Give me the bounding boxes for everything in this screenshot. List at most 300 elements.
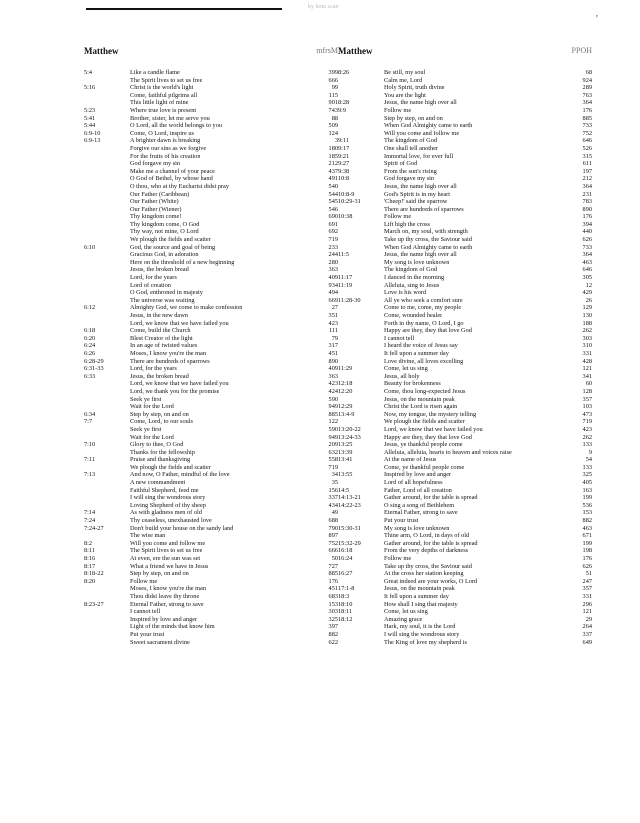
hymn-number: 12 xyxy=(585,281,592,289)
hymn-title: Eternal Father, strong to save xyxy=(384,509,458,517)
hymn-title: The King of love my shepherd is xyxy=(384,638,467,646)
index-row xyxy=(84,106,347,115)
scripture-ref: 10:8 xyxy=(338,175,350,183)
index-row xyxy=(84,578,344,586)
hymn-number: 544 xyxy=(328,190,338,198)
hymn-number: 690 xyxy=(328,213,338,221)
hymn-number: 719 xyxy=(328,463,338,471)
scripture-ref: 8:11 xyxy=(84,547,95,555)
index-row xyxy=(84,631,344,639)
hymn-number: 185 xyxy=(328,152,338,160)
hymn-title: Almighty God, we come to make confession xyxy=(130,304,243,312)
index-row xyxy=(84,289,344,297)
hymn-number: 901 xyxy=(328,99,338,107)
index-row xyxy=(338,532,598,540)
hymn-number: 666 xyxy=(328,76,338,84)
hymn-title: One shall tell another xyxy=(384,144,439,152)
hymn-title: Alleluia, sing to Jesus xyxy=(384,281,440,289)
hymn-number: 752 xyxy=(582,129,592,137)
index-row xyxy=(338,456,598,464)
hymn-title: Where true love is present xyxy=(130,106,197,114)
index-row xyxy=(84,160,344,168)
hymn-title: Our Father (Caribbean) xyxy=(130,190,190,198)
hymn-number: 590 xyxy=(328,425,338,433)
index-row xyxy=(338,213,598,221)
scripture-ref: 9:11 xyxy=(338,137,349,145)
index-row xyxy=(338,168,598,176)
hymn-number: 540 xyxy=(328,182,338,190)
index-row xyxy=(338,206,598,214)
hymn-number: 882 xyxy=(582,517,592,525)
scripture-ref: 7:13 xyxy=(84,471,96,479)
hymn-title: Don't build your house on the sandy land xyxy=(130,524,234,532)
hymn-number: 212 xyxy=(328,160,338,168)
hymn-title: Jesus, the name high over all xyxy=(384,99,457,107)
hymn-title: In an age of twisted values xyxy=(130,342,198,350)
hymn-number: 423 xyxy=(328,380,338,388)
hymn-number: 949 xyxy=(328,403,338,411)
hymn-number: 337 xyxy=(582,630,592,638)
hymn-number: 885 xyxy=(328,410,338,418)
hymn-title: Follow me xyxy=(130,577,158,585)
hymn-number: 399 xyxy=(328,69,338,76)
hymn-number: 176 xyxy=(582,213,592,221)
scripture-ref: 6:24 xyxy=(84,342,96,350)
scripture-ref: 5:41 xyxy=(84,114,96,122)
hymn-number: 244 xyxy=(328,251,338,259)
index-row xyxy=(338,487,598,495)
index-row xyxy=(338,77,598,85)
scripture-ref: 13:24-33 xyxy=(338,433,361,441)
index-row xyxy=(84,532,344,540)
hymn-number: 156 xyxy=(328,486,338,494)
hymn-title: Be still, my soul xyxy=(384,69,426,76)
index-row xyxy=(84,555,344,563)
hymn-title: God, the source and goal of being xyxy=(130,243,216,251)
hymn-number: 231 xyxy=(582,190,592,198)
hymn-number: 163 xyxy=(582,486,592,494)
scripture-ref: 7:10 xyxy=(84,441,96,449)
hymn-title: Lord, we know that we have failed you xyxy=(130,380,229,388)
index-row xyxy=(338,509,598,517)
index-row xyxy=(338,623,598,631)
hymn-number: 611 xyxy=(582,160,592,168)
index-row xyxy=(338,266,598,274)
hymn-number: 491 xyxy=(328,175,338,183)
left-column-header xyxy=(84,46,344,62)
scripture-ref: 8:20 xyxy=(84,577,96,585)
index-row xyxy=(338,616,598,624)
index-row xyxy=(338,153,598,161)
hymn-title: Wait for the Lord xyxy=(130,403,174,411)
index-row xyxy=(338,441,598,449)
index-row xyxy=(84,198,344,206)
hymn-number: 310 xyxy=(582,342,592,350)
hymn-title: Come, let us sing xyxy=(384,608,428,616)
hymn-title: I will sing the wondrous story xyxy=(130,494,206,502)
index-row xyxy=(84,616,344,624)
hymn-title: Thy ceaseless, unexhausted love xyxy=(130,517,212,525)
index-row xyxy=(84,471,344,479)
hymn-number: 546 xyxy=(328,205,338,213)
scripture-ref: 14:22-23 xyxy=(338,501,361,509)
hymn-title: Jesus, on the mountain peak xyxy=(384,585,455,593)
hymn-title: Now, my tongue, the mystery telling xyxy=(384,410,477,418)
hymn-number: 688 xyxy=(328,517,338,525)
hymn-number: 363 xyxy=(328,266,338,274)
index-row xyxy=(84,320,344,328)
hymn-number: 88 xyxy=(331,114,338,122)
hymn-title: From the sun's rising xyxy=(384,167,437,175)
index-row xyxy=(338,69,598,77)
hymn-number: 733 xyxy=(582,122,592,130)
hymn-number: 437 xyxy=(328,167,338,175)
index-row xyxy=(84,396,344,404)
hymn-title: Follow me xyxy=(384,555,412,562)
index-row xyxy=(338,236,598,244)
hymn-title: Lord, we know that we have failed you xyxy=(384,425,483,433)
index-row xyxy=(84,623,344,631)
hymn-title: Thanks for the fellowship xyxy=(130,448,195,456)
scripture-ref: 17:1-8 xyxy=(338,585,355,593)
hymn-number: 394 xyxy=(582,220,592,228)
hymn-number: 423 xyxy=(328,319,338,327)
scripture-ref: 6:26 xyxy=(84,349,96,357)
scripture-ref: 6:33 xyxy=(84,372,96,380)
index-row xyxy=(84,304,344,312)
index-row xyxy=(338,426,598,434)
index-row xyxy=(84,84,344,92)
hymn-number: 429 xyxy=(582,289,592,297)
index-row xyxy=(84,213,344,221)
hymn-title: O God, enthroned in majesty xyxy=(130,289,203,297)
scripture-ref: 10:29-31 xyxy=(338,198,361,206)
scripture-ref: 5:16 xyxy=(84,84,96,92)
index-row xyxy=(338,145,598,153)
hymn-number: 337 xyxy=(328,494,338,502)
hymn-number: 124 xyxy=(328,129,338,137)
hymn-number: 130 xyxy=(582,312,592,319)
index-row xyxy=(84,153,344,161)
hymn-title: From the very depths of darkness xyxy=(384,547,469,555)
hymn-number: 331 xyxy=(582,592,592,600)
hymn-title: I heard the voice of Jesus say xyxy=(384,342,458,350)
scripture-ref: 6:9-13 xyxy=(84,137,101,145)
index-row xyxy=(338,365,598,373)
hymn-title: Inspired by love and anger xyxy=(130,615,198,623)
hymn-number: 752 xyxy=(328,539,338,547)
hymn-title: There are hundreds of sparrows xyxy=(384,205,464,213)
scripture-ref: 5:4 xyxy=(84,69,93,76)
index-row xyxy=(338,289,598,297)
hymn-number: 409 xyxy=(328,274,338,282)
index-row xyxy=(338,274,598,282)
scripture-ref: 13:25 xyxy=(338,441,353,449)
hymn-number: 121 xyxy=(582,365,592,373)
hymn-number: 626 xyxy=(582,236,592,244)
hymn-title: At the cross her station keeping xyxy=(384,570,464,578)
hymn-title: At the name of Jesus xyxy=(384,456,437,464)
scripture-ref: 13:20-22 xyxy=(338,425,361,433)
scripture-ref: 16:24 xyxy=(338,555,353,562)
hymn-number: 121 xyxy=(582,608,592,616)
index-row xyxy=(84,639,344,647)
hymn-title: Will you come and follow me xyxy=(130,539,206,547)
index-row xyxy=(338,130,598,138)
index-row xyxy=(338,115,598,123)
hymn-number: 590 xyxy=(328,395,338,403)
hymn-number: 34 xyxy=(331,471,338,479)
index-row xyxy=(84,563,344,571)
index-row xyxy=(338,555,598,563)
index-row xyxy=(84,608,344,616)
hymn-title: Happy are they, they that love God xyxy=(384,433,472,441)
index-row xyxy=(84,593,344,601)
index-row xyxy=(338,175,598,183)
scripture-ref: 8:28 xyxy=(338,99,350,107)
scripture-ref: 11:5 xyxy=(338,251,349,259)
hymn-number: 115 xyxy=(328,91,338,99)
hymn-number: 262 xyxy=(582,433,592,441)
hymn-number: 111 xyxy=(329,327,338,335)
index-row xyxy=(338,259,598,267)
index-row xyxy=(84,99,344,107)
hymn-number: 317 xyxy=(328,342,338,350)
hymn-title: Lord, we know that we have failed you xyxy=(130,319,229,327)
hymn-title: Follow me xyxy=(384,213,412,221)
index-row xyxy=(84,403,344,411)
hymn-title: Gather around, for the table is spread xyxy=(384,539,478,547)
index-row xyxy=(84,525,344,533)
scan-dot: ' xyxy=(596,14,598,25)
index-row xyxy=(84,175,344,183)
index-row xyxy=(338,122,598,130)
hymn-title: Here on the threshold of a new beginning xyxy=(130,258,235,266)
hymn-title: Spirit of God xyxy=(384,160,418,168)
index-row xyxy=(84,601,344,609)
hymn-title: Step by step, on and on xyxy=(130,410,189,418)
scripture-ref: 15:30-31 xyxy=(338,524,361,532)
scripture-ref: 9:9 xyxy=(338,106,347,114)
hymn-title: At even, ere the sun was set xyxy=(130,555,201,562)
hymn-number: 103 xyxy=(582,403,592,411)
hymn-number: 198 xyxy=(582,547,592,555)
hymn-number: 423 xyxy=(582,425,592,433)
hymn-title: The kingdom of God xyxy=(384,137,437,145)
index-row xyxy=(338,183,598,191)
hymn-title: Moses, I know you're the man xyxy=(130,585,206,593)
hymn-number: 133 xyxy=(582,441,592,449)
scripture-ref: 12:18 xyxy=(338,380,353,388)
index-row xyxy=(338,388,598,396)
scripture-ref: 15:32-29 xyxy=(338,539,361,547)
hymn-title: We plough the fields and scatter xyxy=(130,236,211,244)
scripture-ref: 6:12 xyxy=(84,304,96,312)
hymn-number: 68 xyxy=(585,69,592,76)
hymn-title: I cannot tell xyxy=(384,334,415,342)
hymn-number: 434 xyxy=(328,501,338,509)
hymn-title: Lord, for the years xyxy=(130,365,177,373)
index-row xyxy=(338,578,598,586)
scan-mark: ky hom scan xyxy=(308,4,339,10)
index-row xyxy=(84,77,344,85)
hymn-number: 280 xyxy=(328,258,338,266)
index-row xyxy=(338,342,598,350)
index-row xyxy=(84,380,344,388)
hymn-title: The Spirit lives to set us free xyxy=(130,76,203,84)
hymn-number: 364 xyxy=(582,251,592,259)
hymn-number: 153 xyxy=(582,509,592,517)
scripture-ref: 7:14 xyxy=(84,509,96,517)
index-row xyxy=(338,297,598,305)
hymn-number: 669 xyxy=(328,296,338,304)
scripture-ref: 18:3 xyxy=(338,592,350,600)
hymn-title: What a friend we have in Jesus xyxy=(130,562,209,570)
hymn-number: 99 xyxy=(331,84,338,92)
right-index-list xyxy=(338,69,598,646)
hymn-number: 9 xyxy=(588,448,592,456)
hymn-title: Gracious God, in adoration xyxy=(130,251,199,259)
hymn-number: 397 xyxy=(328,623,338,631)
hymn-number: 357 xyxy=(582,585,592,593)
index-row xyxy=(338,358,598,366)
hymn-number: 790 xyxy=(328,524,338,532)
hymn-title: Come, faithful pilgrims all xyxy=(130,91,198,99)
index-row xyxy=(338,221,598,229)
index-row xyxy=(84,365,344,373)
hymn-number: 357 xyxy=(582,395,592,403)
index-row xyxy=(84,183,344,191)
index-row xyxy=(338,585,598,593)
index-row xyxy=(338,464,598,472)
hymn-title: Beauty for brokenness xyxy=(384,380,441,388)
hymn-title: Put your trust xyxy=(384,517,419,525)
index-row xyxy=(338,471,598,479)
hymn-title: Jesus, all holy xyxy=(384,372,420,380)
hymn-title: Sweet sacrament divine xyxy=(130,638,190,646)
hymn-number: 122 xyxy=(328,418,338,426)
hymn-title: Jesus, the name high over all xyxy=(384,251,457,259)
hymn-title: It fell upon a summer day xyxy=(384,592,449,600)
hymn-number: 264 xyxy=(582,623,592,631)
hymn-title: Come, build the Church xyxy=(130,327,191,335)
index-row xyxy=(84,547,344,555)
hymn-number: 897 xyxy=(328,532,338,540)
hymn-title: God forgave my sin xyxy=(384,175,435,183)
hymn-title: Come to me, come, my people xyxy=(384,304,462,312)
index-row xyxy=(84,350,344,358)
hymn-title: Amazing grace xyxy=(384,615,423,623)
scripture-ref: 8:23-27 xyxy=(84,600,104,608)
index-row xyxy=(84,266,344,274)
hymn-number: 176 xyxy=(582,106,592,114)
hymn-number: 176 xyxy=(328,577,338,585)
index-row xyxy=(338,502,598,510)
hymn-title: Happy are they, they that love God xyxy=(384,327,472,335)
index-row xyxy=(338,593,598,601)
scripture-ref: 7:24 xyxy=(84,517,96,525)
scripture-ref: 6:34 xyxy=(84,410,96,418)
hymn-number: 666 xyxy=(328,547,338,555)
hymn-title: I danced in the morning xyxy=(384,274,445,282)
index-row xyxy=(338,312,598,320)
scripture-ref: 11:29 xyxy=(338,365,353,373)
hymn-number: 646 xyxy=(582,137,592,145)
hymn-number: 128 xyxy=(582,387,592,395)
index-row xyxy=(84,426,344,434)
hymn-number: 545 xyxy=(328,198,338,206)
hymn-number: 60 xyxy=(585,380,592,388)
left-ghost-text: mfrsM xyxy=(316,46,338,55)
index-row xyxy=(84,540,344,548)
index-row xyxy=(338,639,598,647)
hymn-title: And now, O Father, mindful of the love xyxy=(130,471,230,479)
scripture-ref: 8:16 xyxy=(84,555,96,562)
hymn-title: Forth in thy name, O Lord, I go xyxy=(384,319,464,327)
index-row xyxy=(84,449,344,457)
hymn-number: 691 xyxy=(328,220,338,228)
hymn-number: 296 xyxy=(582,600,592,608)
index-row xyxy=(84,434,344,442)
hymn-number: 622 xyxy=(328,638,338,646)
hymn-title: Holy Spirit, truth divine xyxy=(384,84,445,92)
hymn-number: 885 xyxy=(582,114,592,122)
index-row xyxy=(84,228,344,236)
scripture-ref: 11:28-30 xyxy=(338,296,361,304)
index-row xyxy=(84,456,344,464)
scripture-ref: 5:44 xyxy=(84,122,96,130)
scripture-ref: 8:18-22 xyxy=(84,570,104,578)
hymn-title: Jesus, the broken bread xyxy=(130,372,189,380)
index-row xyxy=(338,540,598,548)
scripture-ref: 6:31-33 xyxy=(84,365,104,373)
hymn-number: 649 xyxy=(582,638,592,646)
hymn-number: 727 xyxy=(328,562,338,570)
hymn-title: Come, Lord, to our souls xyxy=(130,418,193,426)
hymn-title: All ye who seek a comfort sure xyxy=(384,296,463,304)
hymn-title: Gather around, for the table is spread xyxy=(384,494,478,502)
scripture-ref: 13:4-9 xyxy=(338,410,355,418)
index-row xyxy=(338,92,598,100)
hymn-title: Jesus, on the mountain peak xyxy=(384,395,455,403)
scripture-ref: 8:26 xyxy=(338,69,350,76)
hymn-title: Calm me, Lord xyxy=(384,76,423,84)
index-row xyxy=(338,251,598,259)
index-row xyxy=(84,236,344,244)
scripture-ref: 7:11 xyxy=(84,456,95,464)
hymn-title: Thy kingdom come, O God xyxy=(130,220,200,228)
hymn-title: For the fruits of his creation xyxy=(130,152,201,160)
hymn-title: You are the light xyxy=(384,91,426,99)
index-row xyxy=(338,570,598,578)
scripture-ref: 7:24-27 xyxy=(84,524,104,532)
scripture-ref: 14:5 xyxy=(338,486,350,494)
index-row xyxy=(84,418,344,426)
hymn-number: 451 xyxy=(328,585,338,593)
scripture-ref: 18:11 xyxy=(338,608,353,616)
index-row xyxy=(84,441,344,449)
hymn-number: 783 xyxy=(582,198,592,206)
hymn-number: 315 xyxy=(582,152,592,160)
hymn-title: Put your trust xyxy=(130,630,165,638)
scripture-ref: 7:7 xyxy=(84,418,93,426)
scripture-ref: 18:10 xyxy=(338,600,353,608)
left-book-title: Matthew xyxy=(84,46,119,56)
index-row xyxy=(84,122,344,130)
hymn-number: 409 xyxy=(328,365,338,373)
index-row xyxy=(338,335,598,343)
hymn-title: God forgave my sin xyxy=(130,160,181,168)
